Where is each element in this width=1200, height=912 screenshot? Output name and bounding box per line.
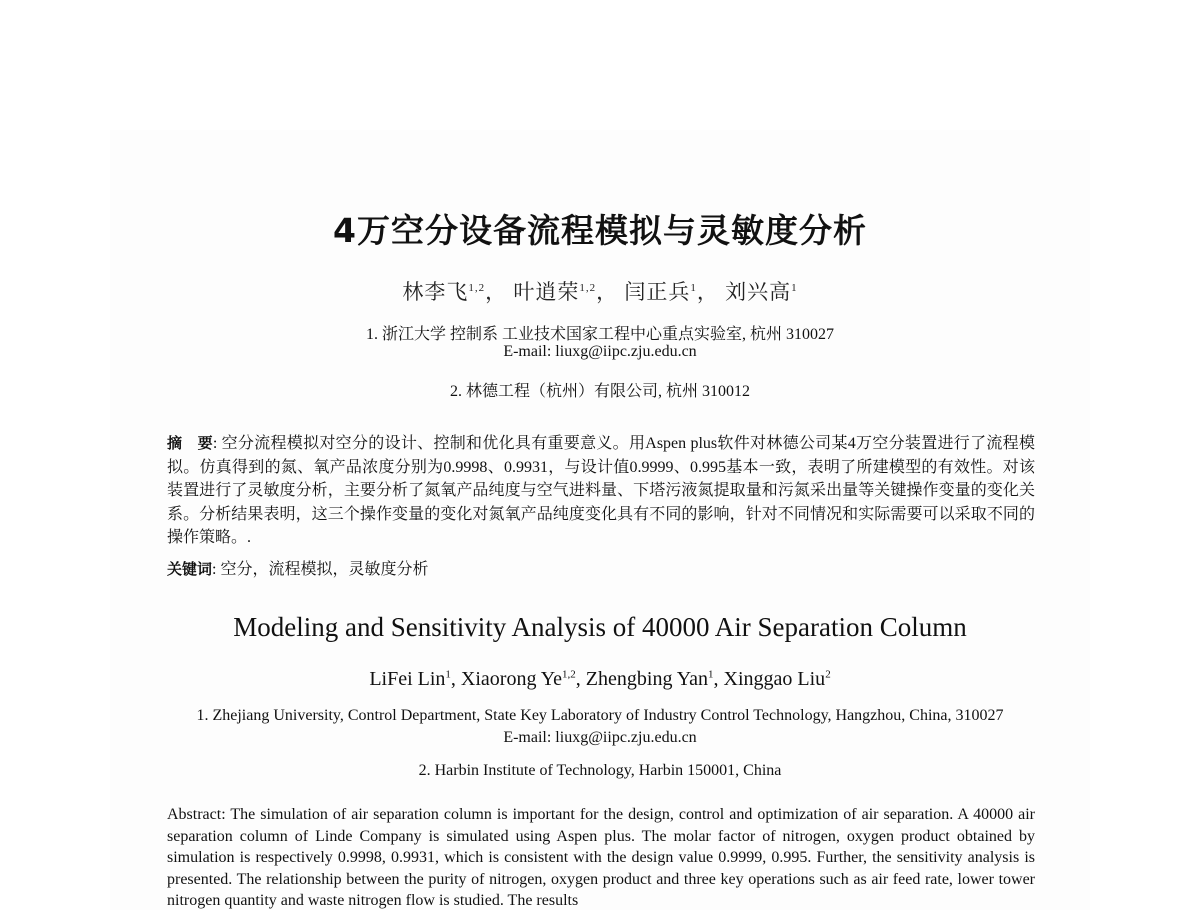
abstract-label: 摘 要 xyxy=(167,434,213,452)
english-affiliation-2: 2. Harbin Institute of Technology, Harbin 150001, China xyxy=(418,762,782,779)
author-affiliation-mark: 1 xyxy=(791,282,798,294)
author-affiliation-mark: 1 xyxy=(708,668,714,681)
english-abstract: Abstract: The simulation of air separation column is important for the design, control and optimization of air separation. A 40000 air separation column of Linde Company is simulated using Aspen plus. The molar factor of nitrogen, oxygen product obtained by simulation is respectively 0.9998, 0.9931, which is consistent with the design value 0.9999, 0.995. Further, the sensitivity analysis is presented. The relationship between the purity of nitrogen, oxygen product and three key operations such as air feed rate, lower tower nitrogen quantity and waste nitrogen flow is studied. The results xyxy=(167,806,1035,909)
author-affiliation-mark: 1,2 xyxy=(468,282,486,294)
english-authors xyxy=(0,668,1200,691)
chinese-abstract xyxy=(167,432,1035,550)
author-affiliation-mark: 1 xyxy=(690,282,697,294)
author-affiliation-mark: 1 xyxy=(445,668,451,681)
chinese-affiliation-2: 2. 林德工程（杭州）有限公司, 杭州 310012 xyxy=(449,383,750,400)
chinese-title: 4万空分设备流程模拟与灵敏度分析 xyxy=(333,211,867,250)
chinese-authors xyxy=(0,276,1200,306)
english-title: Modeling and Sensitivity Analysis of 40000 Air Separation Column xyxy=(233,612,967,642)
author-name: Xinggao Liu xyxy=(723,668,826,690)
author-name: 林李飞 xyxy=(402,280,469,304)
author-name: 刘兴高 xyxy=(725,280,792,304)
author-separator: ， xyxy=(696,280,719,304)
author-affiliation-mark: 1,2 xyxy=(579,282,597,294)
author-name: Xiaorong Ye xyxy=(460,668,563,690)
author-affiliation-mark: 1,2 xyxy=(562,668,576,681)
chinese-email: E-mail: liuxg@iipc.zju.edu.cn xyxy=(503,343,697,360)
author-name: LiFei Lin xyxy=(369,668,446,690)
author-separator: , xyxy=(450,668,461,690)
author-separator: , xyxy=(575,668,586,690)
abstract-text: : 空分流程模拟对空分的设计、控制和优化具有重要意义。用Aspen plus软件对林德公司某4万空分装置进行了流程模拟。仿真得到的氮、氧产品浓度分别为0.9998、0.9931，与设计值0.9999、0.995基本一致，表明了所建模型的有效性。对该装置进行了灵敏度分析，主要分析了氮氧产品纯度与空气进料量、下塔污液氮提取量和污氮采出量等关键操作变量的变化关系。分析结果表明，这三个操作变量的变化对氮氧产品纯度变化具有不同的影响，针对不同情况和实际需要可以采取不同的操作策略。. xyxy=(167,435,1035,546)
chinese-keywords xyxy=(167,556,428,579)
chinese-affiliation-1: 1. 浙江大学 控制系 工业技术国家工程中心重点实验室, 杭州 310027 xyxy=(365,326,834,343)
author-separator: ， xyxy=(596,280,619,304)
english-affiliation-1: 1. Zhejiang University, Control Department, State Key Laboratory of Industry Control Technology, Hangzhou, China, 310027 xyxy=(196,707,1004,724)
author-separator: , xyxy=(713,668,724,690)
author-name: 叶逍荣 xyxy=(513,280,580,304)
english-email: E-mail: liuxg@iipc.zju.edu.cn xyxy=(503,729,697,746)
keywords-label: 关键词 xyxy=(167,560,213,578)
keywords-text: : 空分，流程模拟，灵敏度分析 xyxy=(212,561,429,578)
author-name: 闫正兵 xyxy=(624,280,691,304)
author-separator: ， xyxy=(485,280,508,304)
author-affiliation-mark: 2 xyxy=(825,668,831,681)
author-name: Zhengbing Yan xyxy=(585,668,709,690)
